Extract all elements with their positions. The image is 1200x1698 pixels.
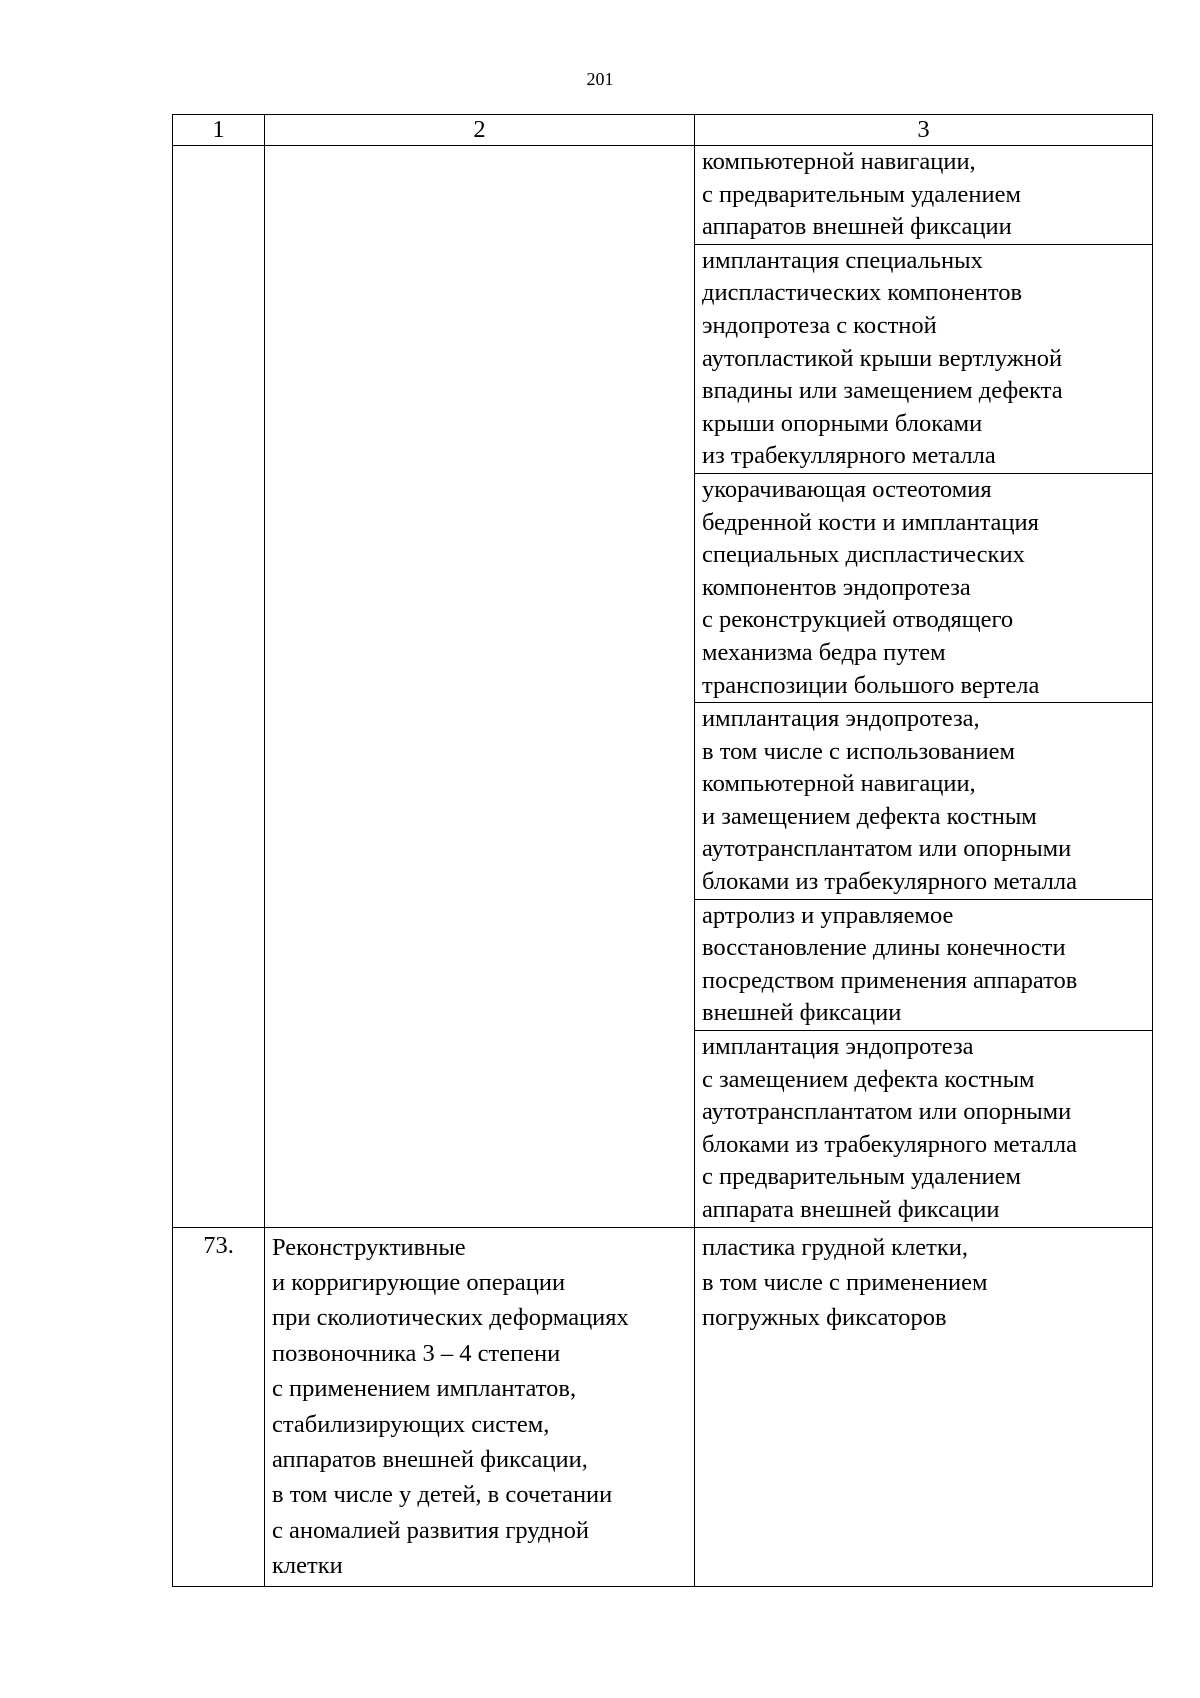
table-header-row: [173, 115, 1153, 146]
header-col-2: 2: [265, 115, 695, 146]
method-cell: укорачивающая остеотомия бедренной кости и имплантация специальных диспластических компонентов эндопротеза с реконструкцией отводящего механизма бедра путем транспозиции большого вертела: [695, 473, 1153, 702]
method-cell: имплантация специальных диспластических компонентов эндопротеза с костной аутопластикой крыши вертлужной впадины или замещением дефекта крыши опорными блоками из трабекуллярного металла: [695, 244, 1153, 473]
description-cell: Реконструктивные и корригирующие операции при сколиотических деформациях позвоночника 3 – 4 степени с применением имплантатов, стабилизирующих систем, аппаратов внешней фиксации, в том числе у детей, в сочетании с аномалией развития грудной клетки: [265, 1227, 695, 1586]
page-number: 201: [586, 69, 614, 89]
procedures-table: [172, 114, 1153, 1587]
continuation-description-cell: [265, 146, 695, 1228]
header-col-1: 1: [173, 115, 265, 146]
method-cell: компьютерной навигации, с предварительным удалением аппаратов внешней фиксации: [695, 146, 1153, 245]
method-cell: пластика грудной клетки, в том числе с применением погружных фиксаторов: [695, 1227, 1153, 1586]
continuation-number-cell: [173, 146, 265, 1228]
row-number-cell: 73.: [173, 1227, 265, 1586]
table-row: [173, 146, 1153, 245]
method-cell: артролиз и управляемое восстановление длины конечности посредством применения аппаратов внешней фиксации: [695, 899, 1153, 1030]
table-row-73: [173, 1227, 1153, 1586]
method-cell: имплантация эндопротеза, в том числе с использованием компьютерной навигации, и замещением дефекта костным аутотрансплантатом или опорными блоками из трабекулярного металла: [695, 703, 1153, 900]
header-col-3: 3: [695, 115, 1153, 146]
method-cell: имплантация эндопротеза с замещением дефекта костным аутотрансплантатом или опорными блоками из трабекулярного металла с предварительным удалением аппарата внешней фиксации: [695, 1031, 1153, 1228]
